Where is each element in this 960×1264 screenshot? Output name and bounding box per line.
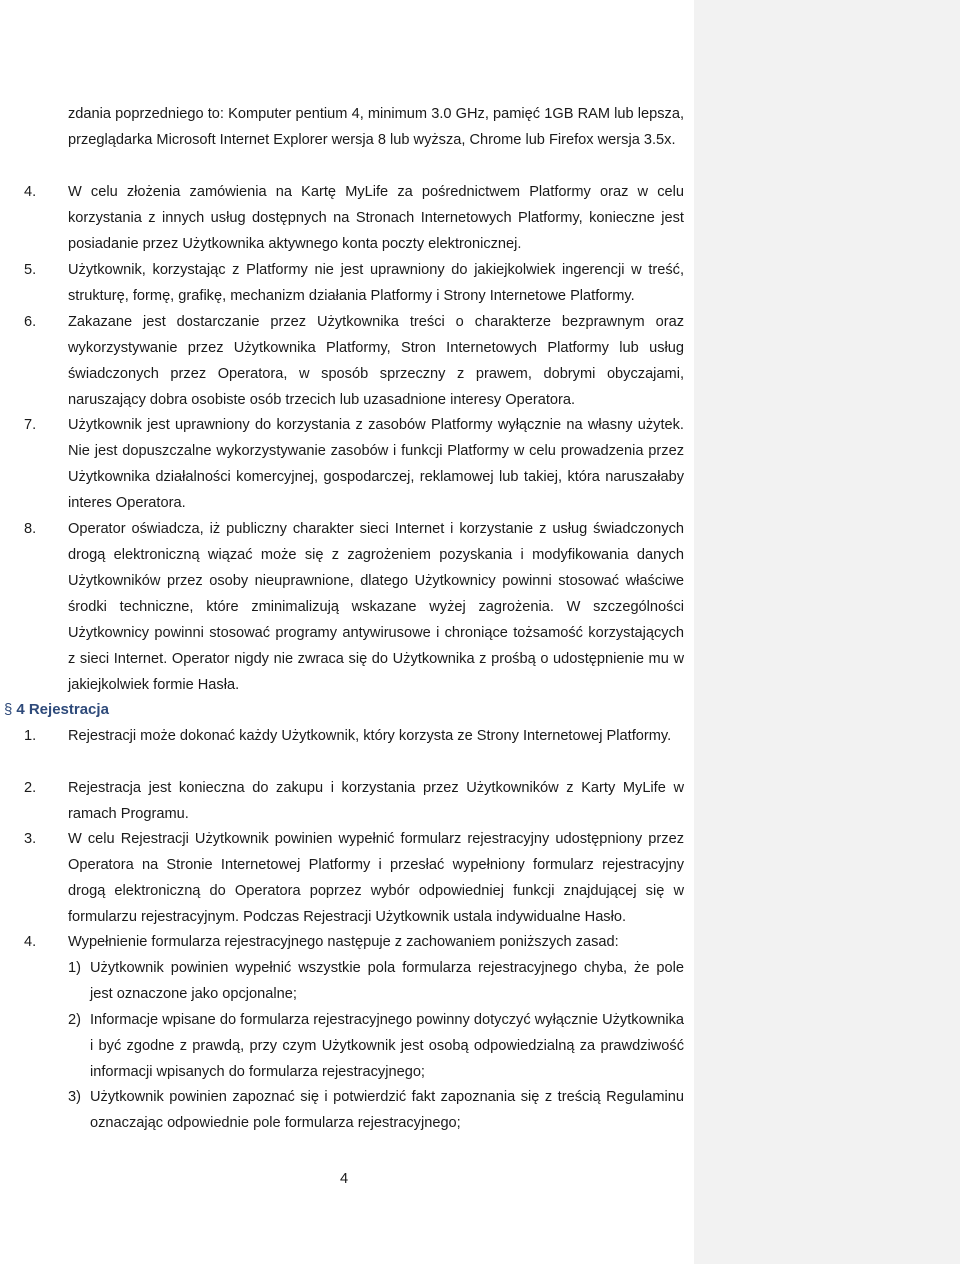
list-item-text: W celu złożenia zamówienia na Kartę MyLife za pośrednictwem Platformy oraz w celu korzystania z innych usług dostępnych na Stronach Internetowych Platformy, konieczne jest posiadanie przez Użytkownika aktywnego konta poczty elektronicznej.	[68, 184, 684, 252]
section-symbol: §	[4, 701, 13, 718]
list-item-number: 1.	[24, 728, 37, 744]
list-item-text: Rejestracja jest konieczna do zakupu i korzystania przez Użytkowników z Karty MyLife w ramach Programu.	[68, 780, 684, 822]
list-item-text: Zakazane jest dostarczanie przez Użytkownika treści o charakterze bezprawnym oraz wykorzystywanie przez Użytkownika Platformy, Stron Internetowych Platformy lub usług świadczonych przez Operatora, w sposób sprzeczny z prawem, dobrymi obyczajami, naruszający dobra osobiste osób trzecich lub uzasadnione interesy Operatora.	[68, 314, 684, 408]
list-item-number: 4.	[24, 184, 37, 200]
list-item-text: Rejestracji może dokonać każdy Użytkownik, który korzysta ze Strony Internetowej Platformy.	[68, 728, 672, 744]
sub-item-text: Użytkownik powinien zapoznać się i potwierdzić fakt zapoznania się z treścią Regulaminu oznaczając odpowiednie pole formularza rejestracyjnego;	[90, 1089, 684, 1131]
list-item-text: Użytkownik, korzystając z Platformy nie jest uprawniony do jakiejkolwiek ingerencji w treść, strukturę, formę, grafikę, mechanizm działania Platformy i Strony Internetowe Platformy.	[68, 262, 684, 304]
list-item-text: Użytkownik jest uprawniony do korzystania z zasobów Platformy wyłącznie na własny użytek. Nie jest dopuszczalne wykorzystywanie zasobów i funkcji Platformy w celu prowadzenia przez Użytkownika działalności komercyjnej, gospodarczej, reklamowej lub takiej, która naruszałaby interes Operatora.	[68, 417, 684, 511]
page-number: 4	[339, 1171, 349, 1187]
list-item-text: Operator oświadcza, iż publiczny charakter sieci Internet i korzystanie z usług świadczonych drogą elektroniczną wiązać może się z zagrożeniem pozyskania i modyfikowania danych Użytkowników przez osoby nieuprawnione, dlatego Użytkownicy powinni stosować właściwe środki techniczne, które zminimalizują wskazane wyżej zagrożenia. W szczególności Użytkownicy powinni stosować programy antywirusowe i chroniące tożsamość korzystających z sieci Internet. Operator nigdy nie zwraca się do Użytkownika z prośbą o udostępnienie mu w jakiejkolwiek formie Hasła.	[68, 521, 684, 693]
list-item-number: 5.	[24, 262, 37, 278]
sub-item-text: Informacje wpisane do formularza rejestracyjnego powinny dotyczyć wyłącznie Użytkownika i być zgodne z prawdą, przy czym Użytkownik jest osobą odpowiedzialną za prawdziwość informacji wpisanych do formularza rejestracyjnego;	[90, 1012, 684, 1080]
section-heading	[4, 697, 109, 723]
list-item-text: W celu Rejestracji Użytkownik powinien wypełnić formularz rejestracyjny udostępniony przez Operatora na Stronie Internetowej Platformy i przesłać wypełniony formularz rejestracyjny drogą elektroniczną do Operatora poprzez wybór odpowiedniej funkcji znajdującej się w formularzu rejestracyjnym. Podczas Rejestracji Użytkownik ustala indywidualne Hasło.	[68, 831, 684, 925]
list-item-number: 2.	[24, 780, 37, 796]
sub-item-number: 3)	[68, 1089, 81, 1105]
list-item-text: Wypełnienie formularza rejestracyjnego następuje z zachowaniem poniższych zasad:	[68, 934, 619, 950]
sub-item-text: Użytkownik powinien wypełnić wszystkie pola formularza rejestracyjnego chyba, że pole jest oznaczone jako opcjonalne;	[90, 960, 684, 1002]
sub-item-number: 2)	[68, 1012, 81, 1028]
comment-margin-panel	[694, 0, 960, 1264]
list-item-number: 3.	[24, 831, 37, 847]
list-item-number: 4.	[24, 934, 37, 950]
list-item-number: 6.	[24, 314, 37, 330]
section-title: 4 Rejestracja	[16, 701, 109, 718]
paragraph-continuation: zdania poprzedniego to: Komputer pentium 4, minimum 3.0 GHz, pamięć 1GB RAM lub lepsza, przeglądarka Microsoft Internet Explorer wersja 8 lub wyższa, Chrome lub Firefox wersja 3.5x.	[68, 106, 684, 148]
list-item-number: 7.	[24, 417, 37, 433]
sub-item-number: 1)	[68, 960, 81, 976]
list-item-number: 8.	[24, 521, 37, 537]
